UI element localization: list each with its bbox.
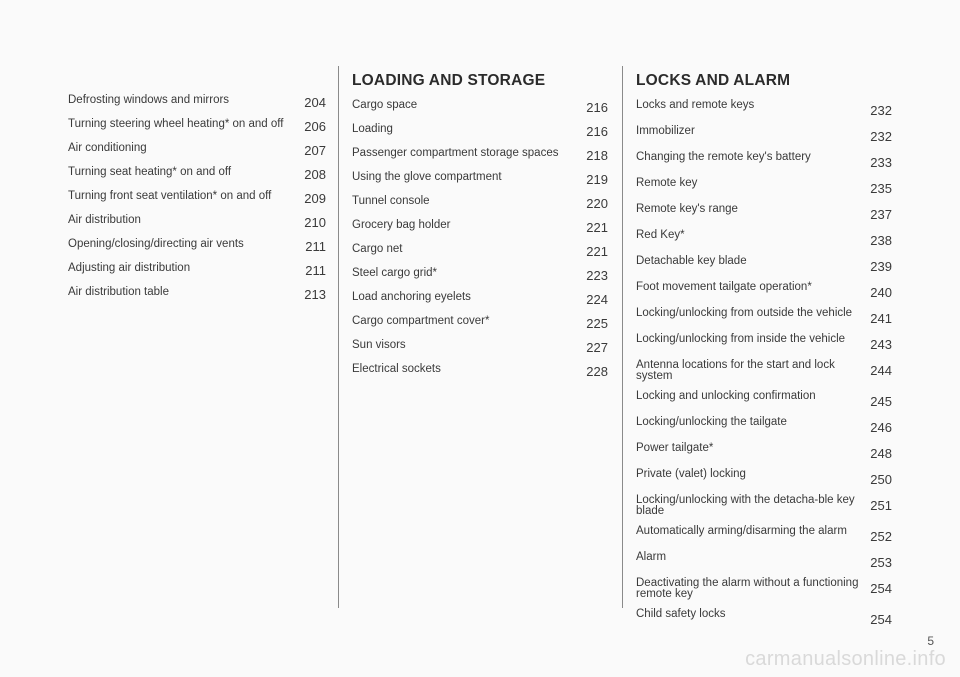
toc-entry[interactable] [636, 417, 892, 434]
toc-entry-title: Sun visors [352, 339, 406, 351]
toc-entry-title: Turning seat heating* on and off [68, 166, 232, 178]
toc-entry-title: Steel cargo grid* [352, 267, 438, 279]
toc-entry-page: 204 [304, 95, 326, 110]
toc-entry-title: Adjusting air distribution [68, 262, 191, 274]
toc-entry-page: 223 [586, 268, 608, 283]
toc-entry[interactable] [636, 609, 892, 626]
toc-entry-title: Private (valet) locking [636, 468, 746, 480]
toc-entry[interactable] [636, 360, 892, 382]
toc-entry-page: 235 [870, 181, 892, 196]
toc-entry-page: 254 [870, 581, 892, 596]
toc-entry-page: 216 [586, 124, 608, 139]
toc-entry-title: Foot movement tailgate operation* [636, 281, 812, 293]
toc-entry-page: 227 [586, 340, 608, 355]
toc-entry-title: Locking/unlocking with the detacha-ble key blade [636, 494, 855, 517]
toc-entry-page: 246 [870, 420, 892, 435]
toc-entry-title: Remote key [636, 177, 698, 189]
toc-entry[interactable] [68, 239, 326, 253]
toc-entry[interactable] [636, 204, 892, 221]
toc-entry[interactable] [68, 119, 326, 133]
toc-entry-page: 232 [870, 103, 892, 118]
toc-entry-page: 224 [586, 292, 608, 307]
toc-entry-title: Using the glove compartment [352, 171, 502, 183]
toc-entry-page: 209 [304, 191, 326, 206]
toc-entry-page: 254 [870, 612, 892, 627]
watermark-text: carmanualsonline.info [745, 648, 946, 670]
toc-entry[interactable] [68, 287, 326, 301]
toc-entry-title: Cargo compartment cover* [352, 315, 490, 327]
toc-list [68, 95, 326, 301]
toc-entry[interactable] [636, 552, 892, 569]
section-heading: LOADING AND STORAGE [352, 72, 546, 89]
toc-entry[interactable] [636, 391, 892, 408]
toc-column-loading-storage [352, 66, 608, 388]
section-heading: LOCKS AND ALARM [636, 72, 791, 89]
toc-entry-title: Child safety locks [636, 608, 726, 620]
page-number: 5 [927, 634, 934, 648]
toc-entry[interactable] [68, 191, 326, 205]
toc-entry-title: Locks and remote keys [636, 99, 755, 111]
toc-entry-title: Passenger compartment storage spaces [352, 147, 559, 159]
toc-entry[interactable] [636, 152, 892, 169]
toc-entry[interactable] [636, 282, 892, 299]
toc-entry-title: Locking/unlocking the tailgate [636, 416, 787, 428]
column-divider [622, 66, 623, 608]
toc-entry-title: Power tailgate* [636, 442, 714, 454]
toc-entry-title: Alarm [636, 551, 667, 563]
toc-entry[interactable] [636, 578, 892, 600]
toc-entry-page: 219 [586, 172, 608, 187]
toc-entry-page: 206 [304, 119, 326, 134]
toc-entry-title: Grocery bag holder [352, 219, 451, 231]
toc-entry-page: 211 [305, 239, 326, 254]
toc-list [636, 100, 892, 626]
toc-entry[interactable] [352, 172, 608, 186]
toc-entry[interactable] [352, 340, 608, 354]
toc-entry-page: 221 [586, 244, 608, 259]
toc-entry-title: Tunnel console [352, 195, 430, 207]
toc-entry[interactable] [68, 263, 326, 277]
toc-entry-page: 237 [870, 207, 892, 222]
toc-entry-page: 241 [870, 311, 892, 326]
toc-entry[interactable] [68, 215, 326, 229]
toc-entry[interactable] [636, 443, 892, 460]
toc-entry-page: 232 [870, 129, 892, 144]
toc-entry-title: Detachable key blade [636, 255, 747, 267]
toc-entry-page: 253 [870, 555, 892, 570]
toc-entry-title: Defrosting windows and mirrors [68, 94, 230, 106]
toc-entry-title: Automatically arming/disarming the alarm [636, 525, 847, 537]
toc-entry[interactable] [352, 292, 608, 306]
toc-entry-title: Antenna locations for the start and lock system [636, 359, 835, 382]
toc-entry-page: 225 [586, 316, 608, 331]
toc-entry-page: 220 [586, 196, 608, 211]
toc-entry[interactable] [636, 308, 892, 325]
toc-entry-page: 208 [304, 167, 326, 182]
toc-entry[interactable] [352, 244, 608, 258]
toc-entry[interactable] [636, 469, 892, 486]
toc-entry-page: 240 [870, 285, 892, 300]
toc-entry-title: Remote key's range [636, 203, 738, 215]
toc-entry-page: 233 [870, 155, 892, 170]
toc-entry-title: Immobilizer [636, 125, 695, 137]
toc-entry-page: 248 [870, 446, 892, 461]
toc-entry-page: 251 [870, 498, 892, 513]
toc-entry-title: Locking/unlocking from inside the vehicle [636, 333, 846, 345]
toc-entry-title: Cargo space [352, 99, 418, 111]
toc-entry-page: 213 [304, 287, 326, 302]
toc-entry-page: 218 [586, 148, 608, 163]
toc-entry-title: Loading [352, 123, 393, 135]
toc-entry-page: 250 [870, 472, 892, 487]
toc-entry-title: Turning steering wheel heating* on and off [68, 118, 284, 130]
toc-entry[interactable] [352, 124, 608, 138]
toc-entry-page: 211 [305, 263, 326, 278]
toc-column-locks-alarm [636, 66, 892, 635]
toc-entry-title: Opening/closing/directing air vents [68, 238, 244, 250]
toc-entry-title: Air conditioning [68, 142, 147, 154]
toc-entry-title: Red Key* [636, 229, 685, 241]
toc-entry-page: 216 [586, 100, 608, 115]
toc-entry-title: Locking and unlocking confirmation [636, 390, 816, 402]
toc-entry-title: Air distribution table [68, 286, 169, 298]
toc-entry-title: Cargo net [352, 243, 403, 255]
toc-entry[interactable] [636, 334, 892, 351]
toc-entry[interactable] [352, 148, 608, 162]
toc-entry-page: 207 [304, 143, 326, 158]
toc-entry-title: Air distribution [68, 214, 141, 226]
toc-entry[interactable] [352, 364, 608, 378]
toc-entry-title: Turning front seat ventilation* on and off [68, 190, 272, 202]
toc-entry-title: Changing the remote key's battery [636, 151, 811, 163]
toc-entry[interactable] [68, 143, 326, 157]
toc-entry[interactable] [636, 256, 892, 273]
toc-entry-title: Locking/unlocking from outside the vehicle [636, 307, 853, 319]
toc-entry-title: Load anchoring eyelets [352, 291, 471, 303]
toc-entry-page: 228 [586, 364, 608, 379]
toc-entry-page: 245 [870, 394, 892, 409]
toc-entry[interactable] [352, 100, 608, 114]
toc-entry-page: 210 [304, 215, 326, 230]
toc-entry-page: 252 [870, 529, 892, 544]
toc-entry[interactable] [636, 100, 892, 117]
toc-list [352, 100, 608, 378]
toc-entry-page: 239 [870, 259, 892, 274]
toc-entry[interactable] [636, 230, 892, 247]
toc-entry[interactable] [352, 316, 608, 330]
toc-entry[interactable] [636, 126, 892, 143]
toc-entry-title: Electrical sockets [352, 363, 441, 375]
toc-entry-title: Deactivating the alarm without a functioning remote key [636, 577, 859, 600]
toc-entry[interactable] [352, 220, 608, 234]
toc-entry[interactable] [352, 268, 608, 282]
toc-entry[interactable] [68, 167, 326, 181]
toc-entry[interactable] [352, 196, 608, 210]
toc-entry-page: 238 [870, 233, 892, 248]
toc-entry[interactable] [68, 95, 326, 109]
toc-entry-page: 244 [870, 363, 892, 378]
column-divider [338, 66, 339, 608]
toc-entry[interactable] [636, 495, 892, 517]
toc-entry-page: 221 [586, 220, 608, 235]
toc-entry[interactable] [636, 178, 892, 195]
toc-entry[interactable] [636, 526, 892, 543]
toc-entry-page: 243 [870, 337, 892, 352]
toc-column-climate [68, 95, 326, 311]
